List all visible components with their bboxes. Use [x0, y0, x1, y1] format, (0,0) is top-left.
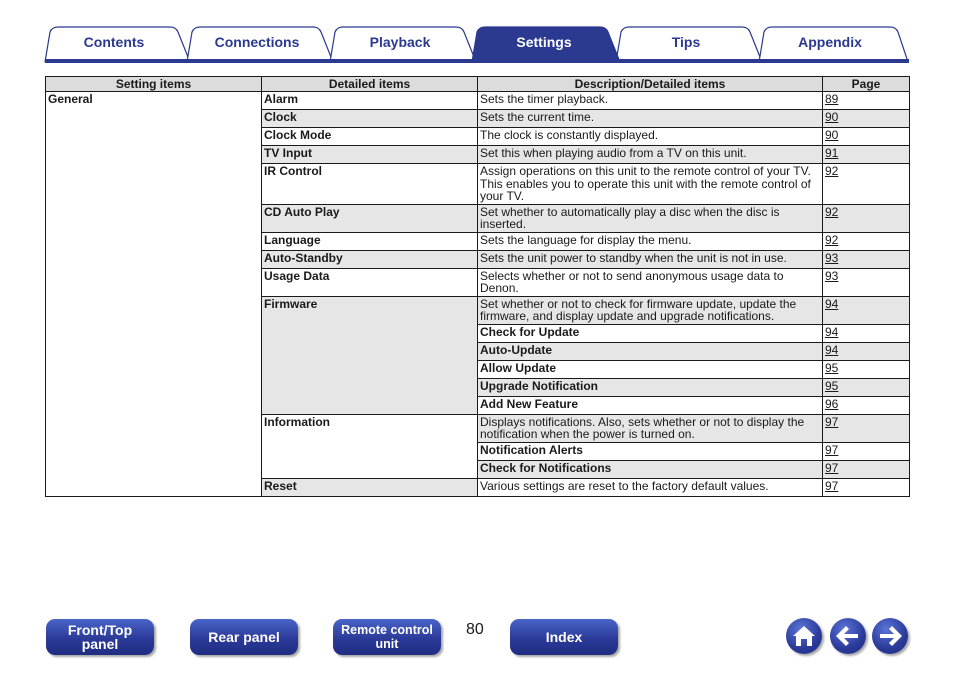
- sub-item-allow-update: Allow Update: [478, 360, 823, 378]
- detail-item-clock: Clock: [262, 110, 478, 128]
- description: Set this when playing audio from a TV on this unit.: [478, 146, 823, 164]
- arrow-right-icon: [872, 618, 908, 654]
- page-link[interactable]: 97: [823, 460, 910, 478]
- arrow-left-icon: [830, 618, 866, 654]
- page-link[interactable]: 93: [823, 268, 910, 296]
- description: Assign operations on this unit to the remote control of your TV. This enables you to operate this unit with the remote control of your TV.: [478, 164, 823, 205]
- tab-contents[interactable]: Contents: [83, 34, 145, 50]
- page-link[interactable]: 91: [823, 146, 910, 164]
- front-top-panel-label-line2: panel: [81, 636, 119, 652]
- setting-group-general: General: [46, 92, 262, 497]
- rear-panel-button[interactable]: [190, 619, 298, 655]
- description: Sets the language for display the menu.: [478, 232, 823, 250]
- page-link[interactable]: 95: [823, 378, 910, 396]
- page-number: 80: [466, 621, 484, 638]
- forward-button[interactable]: [872, 618, 908, 654]
- sub-item-add-new-feature: Add New Feature: [478, 396, 823, 414]
- detail-item-ir-control: IR Control: [262, 164, 478, 205]
- tab-appendix[interactable]: Appendix: [798, 34, 862, 50]
- sub-item-check-for-notifications: Check for Notifications: [478, 460, 823, 478]
- page-link[interactable]: 96: [823, 396, 910, 414]
- tab-connections[interactable]: Connections: [214, 34, 300, 50]
- tab-settings[interactable]: Settings: [516, 34, 572, 50]
- settings-table: [45, 76, 910, 497]
- description: Selects whether or not to send anonymous usage data to Denon.: [478, 268, 823, 296]
- detail-item-auto-standby: Auto-Standby: [262, 250, 478, 268]
- description: Set whether to automatically play a disc when the disc is inserted.: [478, 204, 823, 232]
- page-link[interactable]: 94: [823, 296, 910, 324]
- table-row: [46, 92, 910, 110]
- home-button[interactable]: [786, 618, 822, 654]
- front-top-panel-button[interactable]: [46, 619, 154, 655]
- page-link[interactable]: 92: [823, 204, 910, 232]
- page-link[interactable]: 94: [823, 342, 910, 360]
- tab-playback[interactable]: Playback: [369, 34, 431, 50]
- detail-item-alarm: Alarm: [262, 92, 478, 110]
- detail-item-language: Language: [262, 232, 478, 250]
- index-button[interactable]: [510, 619, 618, 655]
- page-link[interactable]: 94: [823, 324, 910, 342]
- page-link[interactable]: 90: [823, 128, 910, 146]
- col-header-setting-items: Setting items: [46, 77, 262, 92]
- page-link[interactable]: 90: [823, 110, 910, 128]
- description: The clock is constantly displayed.: [478, 128, 823, 146]
- sub-item-check-for-update: Check for Update: [478, 324, 823, 342]
- index-label: Index: [545, 629, 583, 645]
- tab-baseline: [45, 59, 909, 63]
- page-link[interactable]: 97: [823, 414, 910, 442]
- description: Displays notifications. Also, sets whether or not to display the notification when the power is turned on.: [478, 414, 823, 442]
- page-link[interactable]: 97: [823, 442, 910, 460]
- col-header-description: Description/Detailed items: [478, 77, 823, 92]
- back-button[interactable]: [830, 618, 866, 654]
- rear-panel-label: Rear panel: [208, 629, 280, 645]
- page-link[interactable]: 93: [823, 250, 910, 268]
- tab-bar: [0, 0, 954, 64]
- detail-item-firmware: Firmware: [262, 296, 478, 414]
- page-link[interactable]: 89: [823, 92, 910, 110]
- description: Set whether or not to check for firmware update, update the firmware, and display update and upgrade notifications.: [478, 296, 823, 324]
- col-header-page: Page: [823, 77, 910, 92]
- detail-item-cd-auto-play: CD Auto Play: [262, 204, 478, 232]
- detail-item-information: Information: [262, 414, 478, 478]
- sub-item-notification-alerts: Notification Alerts: [478, 442, 823, 460]
- col-header-detailed-items: Detailed items: [262, 77, 478, 92]
- description: Sets the unit power to standby when the unit is not in use.: [478, 250, 823, 268]
- home-icon: [786, 618, 822, 654]
- detail-item-usage-data: Usage Data: [262, 268, 478, 296]
- detail-item-reset: Reset: [262, 478, 478, 496]
- front-top-panel-label-line1: Front/Top: [67, 622, 133, 638]
- description: Various settings are reset to the factory default values.: [478, 478, 823, 496]
- description: Sets the timer playback.: [478, 92, 823, 110]
- detail-item-clock-mode: Clock Mode: [262, 128, 478, 146]
- description: Sets the current time.: [478, 110, 823, 128]
- page-link[interactable]: 97: [823, 478, 910, 496]
- page-link[interactable]: 95: [823, 360, 910, 378]
- table-header-row: [46, 77, 910, 92]
- page-link[interactable]: 92: [823, 232, 910, 250]
- sub-item-auto-update: Auto-Update: [478, 342, 823, 360]
- sub-item-upgrade-notification: Upgrade Notification: [478, 378, 823, 396]
- remote-control-unit-button[interactable]: [333, 619, 441, 655]
- remote-control-label-line2: unit: [375, 637, 399, 651]
- tab-tips[interactable]: Tips: [671, 34, 701, 50]
- page-link[interactable]: 92: [823, 164, 910, 205]
- remote-control-label-line1: Remote control: [341, 623, 433, 637]
- detail-item-tv-input: TV Input: [262, 146, 478, 164]
